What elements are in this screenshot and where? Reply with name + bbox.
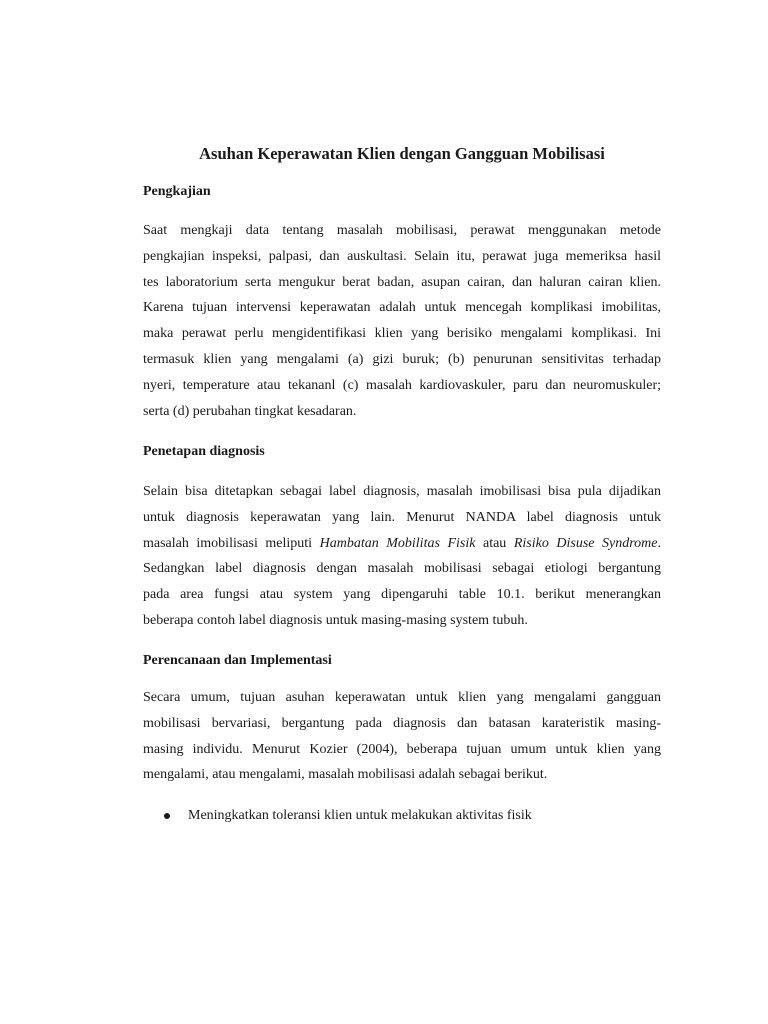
bullet-dot-icon: [164, 813, 170, 819]
paragraph-line: mobilisasi bervariasi, bergantung pada diagnosis dan batasan karateristik masing-: [143, 715, 661, 731]
text-segment: atau: [475, 535, 514, 551]
paragraph-line: serta (d) perubahan tingkat kesadaran.: [143, 403, 357, 419]
paragraph-line: tes laboratorium serta mengukur berat badan, asupan cairan, dan haluran cairan klien.: [143, 274, 661, 290]
section-heading-perencanaan: Perencanaan dan Implementasi: [143, 653, 332, 668]
section-heading-penetapan-diagnosis: Penetapan diagnosis: [143, 444, 265, 459]
italic-term: Risiko Disuse Syndrome: [513, 535, 658, 551]
paragraph-line: termasuk klien yang mengalami (a) gizi buruk; (b) penurunan sensitivitas terhadap: [143, 351, 661, 367]
paragraph-line: masing individu. Menurut Kozier (2004), beberapa tujuan umum untuk klien yang: [143, 741, 661, 757]
bullet-item: [143, 805, 661, 827]
paragraph-line: Selain bisa ditetapkan sebagai label diagnosis, masalah imobilisasi bisa pula dijadikan: [143, 484, 661, 499]
paragraph-penetapan-diagnosis: [143, 479, 661, 634]
paragraph-line: [143, 531, 661, 557]
bullet-list: [143, 805, 661, 827]
section-heading-pengkajian: Pengkajian: [143, 184, 211, 199]
document-title: Asuhan Keperawatan Klien dengan Gangguan Mobilisasi: [199, 144, 605, 163]
paragraph-line: Secara umum, tujuan asuhan keperawatan untuk klien yang mengalami gangguan: [143, 690, 661, 705]
paragraph-line: maka perawat perlu mengidentifikasi klien yang berisiko mengalami komplikasi. Ini: [143, 326, 661, 342]
paragraph-line: untuk diagnosis keperawatan yang lain. Menurut NANDA label diagnosis untuk: [143, 509, 661, 525]
text-segment: masalah imobilisasi meliputi: [143, 535, 320, 551]
paragraph-pengkajian: [143, 218, 661, 424]
text-segment: .: [657, 535, 661, 551]
paragraph-line: beberapa contoh label diagnosis untuk masing-masing system tubuh.: [143, 612, 528, 628]
italic-term: Hambatan Mobilitas Fisik: [319, 535, 476, 551]
paragraph-line: Saat mengkaji data tentang masalah mobilisasi, perawat menggunakan metode: [143, 223, 661, 238]
bullet-text: Meningkatkan toleransi klien untuk melakukan aktivitas fisik: [188, 808, 532, 823]
paragraph-perencanaan: [143, 685, 661, 788]
paragraph-line: pengkajian inspeksi, palpasi, dan auskultasi. Selain itu, perawat juga memeriksa hasil: [143, 248, 661, 264]
paragraph-line: Sedangkan label diagnosis dengan masalah mobilisasi sebagai etiologi bergantung: [143, 561, 661, 577]
paragraph-line: nyeri, temperature atau tekananl (c) masalah kardiovaskuler, paru dan neuromuskuler;: [143, 377, 661, 393]
paragraph-line: Karena tujuan intervensi keperawatan adalah untuk mencegah komplikasi imobilitas,: [143, 300, 661, 316]
paragraph-line: pada area fungsi atau system yang dipengaruhi table 10.1. berikut menerangkan: [143, 587, 661, 603]
paragraph-line: mengalami, atau mengalami, masalah mobilisasi adalah sebagai berikut.: [143, 767, 548, 783]
